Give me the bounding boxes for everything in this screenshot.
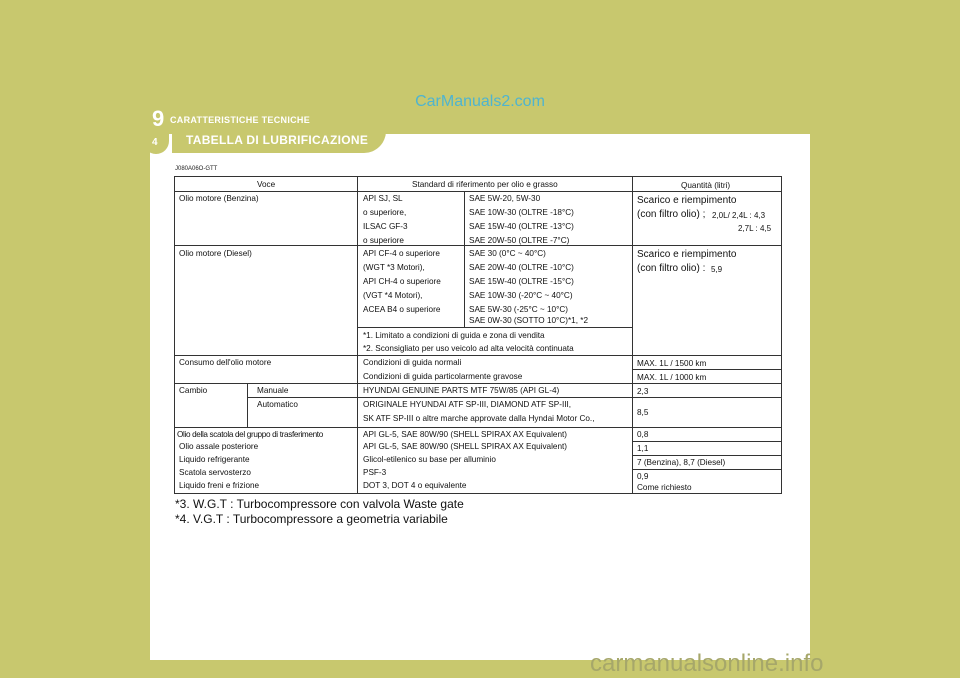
left-band bbox=[0, 134, 150, 678]
footnote-vgt: *4. V.G.T : Turbocompressore a geometria variabile bbox=[175, 512, 448, 526]
qty-row: 0,9 bbox=[637, 472, 649, 481]
std-row: Glicol-etilenico su base per alluminio bbox=[363, 455, 496, 464]
qty-consumo: MAX. 1L / 1000 km bbox=[637, 373, 707, 382]
voce-row: Olio della scatola del gruppo di trasferimento bbox=[177, 430, 323, 439]
row-divider bbox=[357, 327, 632, 328]
voce-row: Liquido refrigerante bbox=[179, 455, 250, 464]
page-title: TABELLA DI LUBRIFICAZIONE bbox=[186, 133, 369, 147]
std-diesel-left: (VGT *4 Motori), bbox=[363, 291, 423, 300]
qty-row: 0,8 bbox=[637, 430, 649, 439]
qty-benzina-val2: 2,7L : 4,5 bbox=[738, 224, 772, 233]
qty-diesel-line1: Scarico e riempimento bbox=[637, 249, 737, 260]
row-divider bbox=[632, 469, 781, 470]
qty-benzina-val1: 2,0L/ 2,4L : 4,3 bbox=[712, 211, 766, 220]
qty-cambio-manuale: 2,3 bbox=[637, 387, 649, 396]
std-consumo: Condizioni di guida particolarmente gravose bbox=[363, 372, 523, 381]
voce-benzina: Olio motore (Benzina) bbox=[179, 194, 259, 203]
qty-benzina-line2: (con filtro olio) ; bbox=[637, 209, 706, 220]
voce-consumo: Consumo dell'olio motore bbox=[179, 358, 272, 367]
voce-cambio: Cambio bbox=[179, 386, 208, 395]
std-row: API GL-5, SAE 80W/90 (SHELL SPIRAX AX Equivalent) bbox=[363, 430, 568, 439]
qty-row: 7 (Benzina), 8,7 (Diesel) bbox=[637, 458, 726, 467]
cambio-automatico: Automatico bbox=[257, 400, 298, 409]
std-consumo: Condizioni di guida normali bbox=[363, 358, 462, 367]
section-number: 9 bbox=[152, 106, 165, 131]
std-benzina-left: API SJ, SL bbox=[363, 194, 403, 203]
header-quantita: Quantità (litri) bbox=[681, 181, 731, 190]
std-diesel-right: SAE 5W-30 (-25°C ~ 10°C) bbox=[469, 305, 568, 314]
top-band bbox=[0, 0, 960, 134]
std-row: API GL-5, SAE 80W/90 (SHELL SPIRAX AX Equivalent) bbox=[363, 442, 568, 451]
document-code: J080A06O-GTT bbox=[175, 166, 218, 172]
qty-row: Come richiesto bbox=[637, 483, 692, 492]
std-diesel-right: SAE 0W-30 (SOTTO 10°C)*1, *2 bbox=[469, 316, 589, 325]
header-voce: Voce bbox=[257, 180, 276, 189]
std-diesel-right: SAE 10W-30 (-20°C ~ 40°C) bbox=[469, 291, 573, 300]
col-divider-qty bbox=[632, 177, 633, 493]
std-benzina-left: o superiore, bbox=[363, 208, 407, 217]
std-diesel-left: ACEA B4 o superiore bbox=[363, 305, 441, 314]
page-number: 4 bbox=[152, 137, 158, 148]
std-diesel-left: API CF-4 o superiore bbox=[363, 249, 440, 258]
std-cambio-auto: SK ATF SP-III o altre marche approvate dalla Hyndai Motor Co., bbox=[363, 414, 595, 423]
lubrication-table bbox=[174, 176, 782, 494]
std-benzina-right: SAE 20W-50 (OLTRE -7°C) bbox=[469, 236, 570, 245]
std-cambio-manuale: HYUNDAI GENUINE PARTS MTF 75W/85 (API GL-4) bbox=[363, 386, 560, 395]
watermark-top[interactable]: CarManuals2.com bbox=[415, 93, 545, 110]
col-divider-std-split bbox=[464, 191, 465, 327]
col-divider-voce bbox=[357, 177, 358, 493]
diesel-note: *1. Limitato a condizioni di guida e zona di vendita bbox=[363, 331, 545, 340]
qty-consumo: MAX. 1L / 1500 km bbox=[637, 359, 707, 368]
qty-row: 1,1 bbox=[637, 444, 649, 453]
std-diesel-left: (WGT *3 Motori), bbox=[363, 263, 425, 272]
std-diesel-right: SAE 30 (0°C ~ 40°C) bbox=[469, 249, 546, 258]
qty-diesel-line2: (con filtro olio) : bbox=[637, 263, 706, 274]
std-diesel-left: API CH-4 o superiore bbox=[363, 277, 441, 286]
voce-diesel: Olio motore (Diesel) bbox=[179, 249, 252, 258]
std-benzina-left: o superiore bbox=[363, 236, 404, 245]
std-row: PSF-3 bbox=[363, 468, 387, 477]
std-diesel-right: SAE 15W-40 (OLTRE -15°C) bbox=[469, 277, 574, 286]
section-title: CARATTERISTICHE TECNICHE bbox=[170, 115, 311, 125]
header-standard: Standard di riferimento per olio e grasso bbox=[412, 180, 558, 189]
qty-benzina-line1: Scarico e riempimento bbox=[637, 195, 737, 206]
std-benzina-right: SAE 10W-30 (OLTRE -18°C) bbox=[469, 208, 574, 217]
watermark-bottom[interactable]: carmanualsonline.info bbox=[590, 650, 824, 677]
std-benzina-right: SAE 5W-20, 5W-30 bbox=[469, 194, 541, 203]
std-benzina-left: ILSAC GF-3 bbox=[363, 222, 408, 231]
cambio-manuale: Manuale bbox=[257, 386, 289, 395]
std-cambio-auto: ORIGINALE HYUNDAI ATF SP-III, DIAMOND ATF SP-III, bbox=[363, 400, 572, 409]
qty-diesel-val: 5,9 bbox=[711, 265, 723, 274]
col-divider-cambio bbox=[247, 383, 248, 427]
footnote-wgt: *3. W.G.T : Turbocompressore con valvola Waste gate bbox=[175, 497, 464, 511]
std-row: DOT 3, DOT 4 o equivalente bbox=[363, 481, 467, 490]
voce-row: Olio assale posteriore bbox=[179, 442, 259, 451]
row-divider bbox=[632, 441, 781, 442]
voce-row: Scatola servosterzo bbox=[179, 468, 251, 477]
right-band bbox=[810, 134, 960, 678]
diesel-note: *2. Sconsigliato per uso veicolo ad alta velocità continuata bbox=[363, 344, 574, 353]
std-benzina-right: SAE 15W-40 (OLTRE -13°C) bbox=[469, 222, 574, 231]
std-diesel-right: SAE 20W-40 (OLTRE -10°C) bbox=[469, 263, 574, 272]
voce-row: Liquido freni e frizione bbox=[179, 481, 260, 490]
qty-cambio-auto: 8,5 bbox=[637, 408, 649, 417]
